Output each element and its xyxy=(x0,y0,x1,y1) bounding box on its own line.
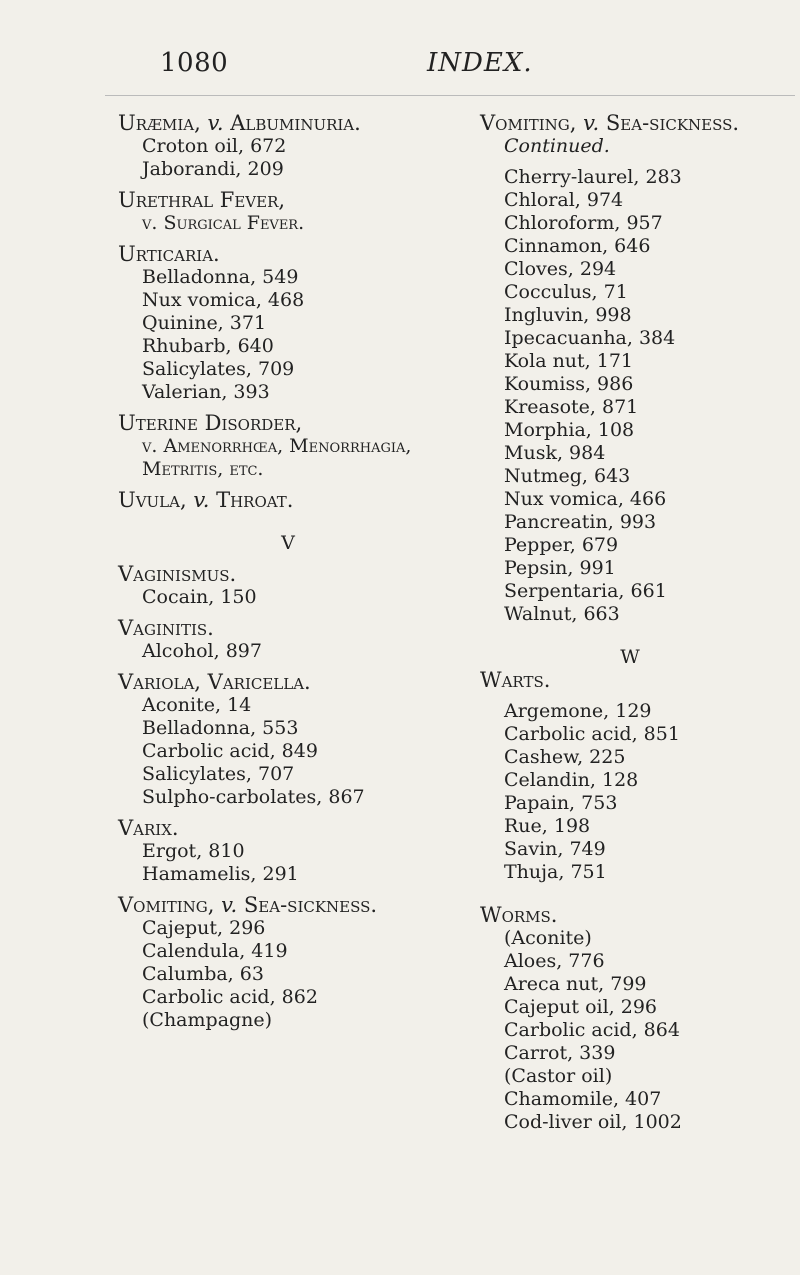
list-item: Ergot, 810 xyxy=(142,840,245,862)
section-letter-w: W xyxy=(620,646,640,668)
entry-variola xyxy=(118,671,458,809)
entry-heading: Urticaria. xyxy=(118,242,220,266)
list-item: Savin, 749 xyxy=(504,838,606,860)
entry-vaginismus xyxy=(118,563,458,609)
list-item: Calendula, 419 xyxy=(142,940,288,962)
list-item: Thuja, 751 xyxy=(504,861,607,883)
entry-uterine-disorder xyxy=(118,412,458,481)
entry-urticaria xyxy=(118,243,458,404)
page-number: 1080 xyxy=(160,48,229,78)
list-item: Serpentaria, 661 xyxy=(504,580,667,602)
list-item: Kreasote, 871 xyxy=(504,396,639,418)
list-item: Argemone, 129 xyxy=(504,700,652,722)
list-item: Chamomile, 407 xyxy=(504,1088,662,1110)
list-item: Cloves, 294 xyxy=(504,258,617,280)
entry-heading: Vomiting, v. Sea-sickness. xyxy=(118,893,378,917)
entry-heading: Uvula, v. Throat. xyxy=(118,488,294,512)
list-item: Quinine, 371 xyxy=(142,312,267,334)
list-item: Musk, 984 xyxy=(504,442,606,464)
list-item: Carrot, 339 xyxy=(504,1042,616,1064)
list-item: Nux vomica, 468 xyxy=(142,289,305,311)
entry-heading: Vaginismus. xyxy=(118,562,237,586)
entry-urethral-fever xyxy=(118,189,458,235)
list-item: Carbolic acid, 849 xyxy=(142,740,318,762)
list-item: Calumba, 63 xyxy=(142,963,264,985)
entry-heading: Varix. xyxy=(118,816,179,840)
list-item: Cocculus, 71 xyxy=(504,281,628,303)
running-title: INDEX. xyxy=(427,48,533,78)
list-item: Papain, 753 xyxy=(504,792,618,814)
cross-reference: v. Surgical Fever. xyxy=(142,212,305,234)
list-item: Kola nut, 171 xyxy=(504,350,634,372)
entry-heading: Urethral Fever, xyxy=(118,188,286,212)
list-item: Rhubarb, 640 xyxy=(142,335,274,357)
list-item: Cajeput, 296 xyxy=(142,917,266,939)
list-item: Salicylates, 707 xyxy=(142,763,295,785)
entry-worms xyxy=(480,904,780,1134)
list-item: Celandin, 128 xyxy=(504,769,639,791)
section-letter-v: V xyxy=(281,532,295,554)
list-item: Ingluvin, 998 xyxy=(504,304,632,326)
list-item: Cherry-laurel, 283 xyxy=(504,166,682,188)
continued-label: Continued. xyxy=(504,135,610,157)
list-item: Morphia, 108 xyxy=(504,419,635,441)
entry-heading: Uterine Disorder, xyxy=(118,411,303,435)
list-item: Nux vomica, 466 xyxy=(504,488,667,510)
list-item: Chloral, 974 xyxy=(504,189,624,211)
list-item: Ipecacuanha, 384 xyxy=(504,327,676,349)
list-item: Koumiss, 986 xyxy=(504,373,634,395)
list-item: Nutmeg, 643 xyxy=(504,465,631,487)
entry-uvula xyxy=(118,489,458,512)
list-item: Belladonna, 553 xyxy=(142,717,299,739)
entry-heading: Uræmia, v. Albuminuria. xyxy=(118,111,361,135)
list-item: Sulpho-carbolates, 867 xyxy=(142,786,365,808)
list-item: (Champagne) xyxy=(142,1009,273,1031)
list-item: Rue, 198 xyxy=(504,815,591,837)
list-item: Hamamelis, 291 xyxy=(142,863,299,885)
list-item: Pancreatin, 993 xyxy=(504,511,657,533)
list-item: Cajeput oil, 296 xyxy=(504,996,658,1018)
list-item: (Aconite) xyxy=(504,927,592,949)
list-item: Carbolic acid, 851 xyxy=(504,723,680,745)
list-item: Carbolic acid, 864 xyxy=(504,1019,680,1041)
entry-vomiting xyxy=(118,894,458,1032)
entry-uraemia xyxy=(118,112,458,181)
list-item: Cashew, 225 xyxy=(504,746,626,768)
entry-warts xyxy=(480,669,780,884)
list-item: Aloes, 776 xyxy=(504,950,605,972)
list-item: (Castor oil) xyxy=(504,1065,613,1087)
list-item: Alcohol, 897 xyxy=(142,640,262,662)
cross-reference: v. Amenorrhœa, Menorrhagia, xyxy=(142,435,412,457)
entry-heading: Warts. xyxy=(480,668,551,692)
left-column xyxy=(118,112,458,1032)
list-item: Carbolic acid, 862 xyxy=(142,986,318,1008)
list-item: Walnut, 663 xyxy=(504,603,620,625)
list-item: Aconite, 14 xyxy=(142,694,252,716)
running-head xyxy=(0,48,800,88)
entry-varix xyxy=(118,817,458,886)
list-item: Pepper, 679 xyxy=(504,534,619,556)
list-item: Pepsin, 991 xyxy=(504,557,616,579)
list-item: Jaborandi, 209 xyxy=(142,158,284,180)
list-item: Valerian, 393 xyxy=(142,381,270,403)
entry-heading: Worms. xyxy=(480,903,558,927)
right-column xyxy=(480,112,780,1134)
entry-heading: Vaginitis. xyxy=(118,616,214,640)
entry-heading: Vomiting, v. Sea-sickness. xyxy=(480,111,740,135)
list-item: Salicylates, 709 xyxy=(142,358,295,380)
list-item: Croton oil, 672 xyxy=(142,135,287,157)
list-item: Cod-liver oil, 1002 xyxy=(504,1111,682,1133)
list-item: Chloroform, 957 xyxy=(504,212,663,234)
list-item: Belladonna, 549 xyxy=(142,266,299,288)
header-rule xyxy=(105,95,795,96)
list-item: Cinnamon, 646 xyxy=(504,235,651,257)
entry-vomiting-continued xyxy=(480,112,780,626)
entry-heading: Variola, Varicella. xyxy=(118,670,311,694)
cross-reference: Metritis, etc. xyxy=(142,458,264,480)
list-item: Cocain, 150 xyxy=(142,586,257,608)
list-item: Areca nut, 799 xyxy=(504,973,647,995)
entry-vaginitis xyxy=(118,617,458,663)
